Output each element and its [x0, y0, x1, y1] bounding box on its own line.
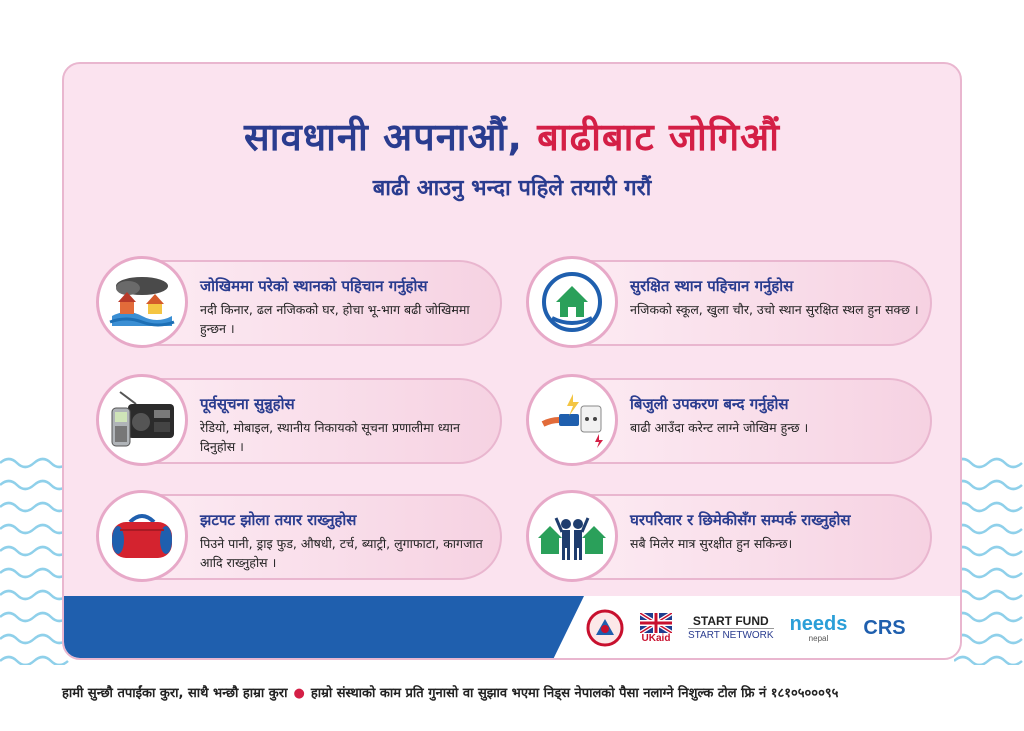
card-switch-off-electric — [528, 378, 932, 464]
partner-logos — [586, 602, 906, 654]
footer-slogan: हामी सुन्छौ तपाईंका कुरा, साथै भन्छौ हाम्रा कुरा — [62, 686, 288, 701]
wave-decoration-right — [954, 455, 1024, 665]
poster-panel — [62, 62, 962, 660]
logo-band — [64, 596, 962, 660]
bullet-dot-icon: ● — [293, 686, 305, 701]
community-icon — [526, 490, 618, 582]
blue-bar — [64, 596, 584, 660]
page-subtitle: बाढी आउनु भन्दा पहिले तयारी गरौं — [372, 176, 652, 201]
ukaid-logo — [640, 613, 672, 644]
electric-plug-icon — [526, 374, 618, 466]
needs-text: needs — [789, 612, 848, 635]
start-network-text: START NETWORK — [688, 630, 774, 641]
card-title: घरपरिवार र छिमेकीसँग सम्पर्क राख्नुहोस — [630, 511, 851, 529]
card-title: झटपट झोला तयार राख्नुहोस — [200, 511, 357, 529]
card-identify-safe-place — [528, 260, 932, 346]
emergency-bag-icon — [96, 490, 188, 582]
card-description: सबै मिलेर मात्र सुरक्षीत हुन सकिन्छ। — [630, 536, 793, 551]
nepal-government-logo — [586, 609, 624, 647]
card-title: पूर्वसूचना सुन्नुहोस — [200, 395, 295, 413]
radio-phone-icon — [96, 374, 188, 466]
card-description: पिउने पानी, ड्राइ फुड, औषधी, टर्च, ब्याट्री, लुगाफाटा, कागजात आदि राख्नुहोस । — [200, 536, 483, 570]
title-part-1: सावधानी अपनाऔं, — [244, 115, 523, 159]
page-title — [64, 110, 960, 162]
card-description: बाढी आउँदा करेन्ट लाग्ने जोखिम हुन्छ । — [630, 420, 809, 435]
card-title: सुरक्षित स्थान पहिचान गर्नुहोस — [630, 277, 794, 295]
card-keep-contact — [528, 494, 932, 580]
footer-notice — [62, 683, 972, 701]
needs-sub-text: nepal — [808, 633, 829, 643]
ukaid-text: UKaid — [641, 632, 671, 644]
title-part-2: बाढीबाट जोगिऔं — [537, 115, 780, 159]
start-fund-logo — [688, 614, 774, 642]
card-title: बिजुली उपकरण बन्द गर्नुहोस — [630, 395, 789, 413]
start-fund-text: START FUND — [692, 614, 769, 628]
needs-nepal-logo — [790, 614, 848, 643]
card-description: नदी किनार, ढल नजिकको घर, होचा भू-भाग बढी जोखिममा हुन्छन । — [200, 302, 470, 336]
card-identify-risk-area — [98, 260, 502, 346]
card-prepare-emergency-bag — [98, 494, 502, 580]
flood-house-icon — [96, 256, 188, 348]
card-title: जोखिममा परेको स्थानको पहिचान गर्नुहोस — [200, 277, 428, 295]
crs-logo — [863, 617, 905, 640]
card-listen-warning — [98, 378, 502, 464]
footer-tollfree: हाम्रो संस्थाको काम प्रति गुनासो वा सुझाव भएमा निड्स नेपालको पैसा नलाग्ने निशुल्क टोल फ्रि नं १८१०५०००९५ — [310, 686, 839, 701]
card-description: रेडियो, मोबाइल, स्थानीय निकायको सूचना प्रणालीमा ध्यान दिनुहोस । — [200, 420, 460, 454]
safe-house-icon — [526, 256, 618, 348]
card-description: नजिकको स्कूल, खुला चौर, उचो स्थान सुरक्षित स्थल हुन सक्छ । — [630, 302, 919, 317]
wave-decoration-left — [0, 455, 70, 665]
crs-text: CRS — [863, 616, 906, 639]
